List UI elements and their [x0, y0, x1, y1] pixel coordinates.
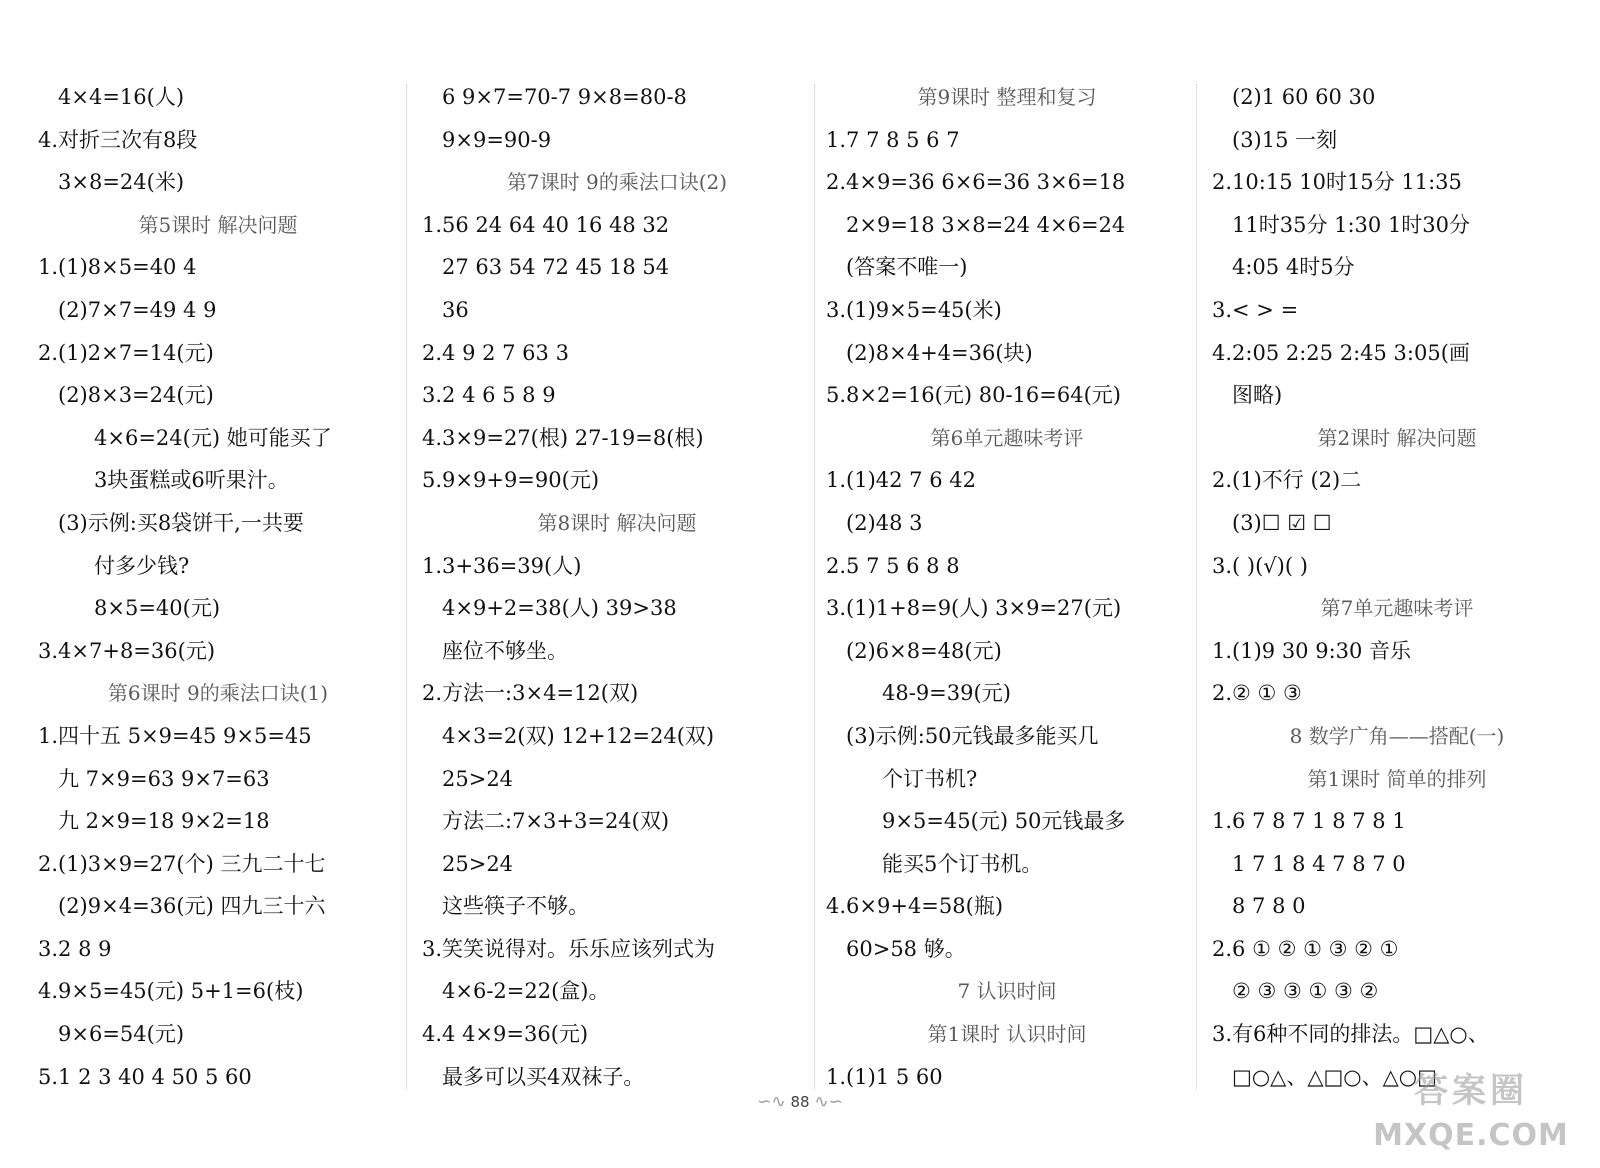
answer-line: 4.对折三次有8段 [38, 127, 198, 152]
answer-line: 付多少钱? [94, 553, 190, 578]
ornament-left-icon: ∽∿ [757, 1092, 786, 1112]
ornament-right-icon: ∿∽ [814, 1092, 843, 1112]
answer-line: 3.有6种不同的排法。□△○、 [1212, 1022, 1489, 1047]
answer-line: 4.6×9+4=58(瓶) [826, 894, 1004, 919]
answer-line: 1.(1)8×5=40 4 [38, 255, 197, 280]
answer-line: 60>58 够。 [846, 936, 966, 961]
answer-line: 9×9=90-9 [442, 127, 552, 152]
section-heading: 第6课时 9的乘法口诀(1) [107, 681, 329, 706]
section-heading: 第6单元趣味考评 [930, 425, 1084, 450]
section-heading: 7 认识时间 [957, 979, 1057, 1004]
answer-line: 2.4 9 2 7 63 3 [422, 340, 569, 365]
answer-line: 4.9×5=45(元) 5+1=6(枝) [38, 979, 304, 1004]
section-heading: 第1课时 认识时间 [927, 1022, 1087, 1047]
answer-line: 座位不够坐。 [442, 638, 568, 663]
answer-line: (2)1 60 60 30 [1232, 85, 1376, 109]
answer-line: 9×6=54(元) [58, 1022, 185, 1047]
answer-line: 6 9×7=70-7 9×8=80-8 [442, 85, 687, 109]
answer-line: 4×4=16(人) [58, 85, 185, 109]
section-heading: 8 数学广角——搭配(一) [1289, 723, 1505, 748]
answer-line: 2.方法一:3×4=12(双) [422, 681, 639, 706]
answer-line: 2.② ① ③ [1212, 681, 1302, 706]
answer-line: 3×8=24(米) [58, 170, 185, 195]
answer-column-3 [826, 76, 1188, 1098]
answer-line: 3.( )(√)( ) [1212, 553, 1308, 578]
answer-line: 3.4×7+8=36(元) [38, 638, 216, 663]
answer-line: 2.(1)3×9=27(个) 三九二十七 [38, 851, 326, 876]
answer-line: 1.(1)42 7 6 42 [826, 468, 976, 493]
answer-line: 2.4×9=36 6×6=36 3×6=18 [826, 170, 1126, 195]
answer-line: 1.7 7 8 5 6 7 [826, 127, 960, 152]
section-heading: 第7课时 9的乘法口诀(2) [506, 170, 728, 195]
answer-line: 3.< > = [1212, 297, 1299, 322]
answer-line: 2×9=18 3×8=24 4×6=24 [846, 212, 1126, 237]
answer-line: (2)48 3 [846, 510, 923, 535]
answer-line: 5.1 2 3 40 4 50 5 60 [38, 1064, 252, 1089]
watermark-logo-text: 答案圈 [1414, 1071, 1528, 1111]
answer-line: (答案不唯一) [846, 255, 968, 280]
answer-line: 2.(1)2×7=14(元) [38, 340, 214, 365]
page-footer [700, 1092, 900, 1112]
answer-line: (3)15 一刻 [1232, 127, 1338, 152]
answer-line: 4.3×9=27(根) 27-19=8(根) [422, 425, 704, 450]
answer-line: 25>24 [442, 766, 514, 791]
answer-line: 2.5 7 5 6 8 8 [826, 553, 960, 578]
answer-line: (2)6×8=48(元) [846, 638, 1002, 663]
answer-line: 2.6 ① ② ① ③ ② ① [1212, 936, 1399, 961]
answer-line: 3.2 8 9 [38, 936, 112, 961]
column-divider [1196, 84, 1197, 1090]
answer-line: (2)8×4+4=36(块) [846, 340, 1033, 365]
column-divider [406, 84, 407, 1090]
answer-line: 5.9×9+9=90(元) [422, 468, 600, 493]
section-heading: 第9课时 整理和复习 [917, 85, 1097, 109]
page-number: 88 [790, 1093, 810, 1111]
answer-line: 9×5=45(元) 50元钱最多 [882, 809, 1126, 834]
answer-line: 能买5个订书机。 [882, 851, 1043, 876]
section-heading: 第5课时 解决问题 [138, 212, 298, 237]
answer-line: 4:05 4时5分 [1232, 255, 1355, 280]
section-heading: 第2课时 解决问题 [1317, 425, 1477, 450]
answer-line: 最多可以买4双袜子。 [442, 1064, 645, 1089]
answer-line: 3.(1)9×5=45(米) [826, 297, 1002, 322]
answer-line: ② ③ ③ ① ③ ② [1232, 979, 1379, 1004]
answer-line: 1.3+36=39(人) [422, 553, 582, 578]
section-heading: 第7单元趣味考评 [1320, 596, 1474, 621]
answer-line: 2.10:15 10时15分 11:35 [1212, 170, 1462, 195]
answer-line: 8×5=40(元) [94, 596, 221, 621]
watermark-logo [1356, 1066, 1586, 1162]
answer-column-2 [422, 76, 812, 1098]
answer-line: 4×9+2=38(人) 39>38 [442, 596, 677, 621]
answer-line: 3.(1)1+8=9(人) 3×9=27(元) [826, 596, 1122, 621]
answer-line: 4×6=24(元) 她可能买了 [94, 425, 332, 450]
section-heading: 第1课时 简单的排列 [1307, 766, 1487, 791]
answer-column-4 [1212, 76, 1582, 1098]
answer-line: 11时35分 1:30 1时30分 [1232, 212, 1471, 237]
answer-line: 48-9=39(元) [882, 681, 1011, 706]
answer-line: 4.2:05 2:25 2:45 3:05(画 [1212, 340, 1470, 365]
answer-line: 4×3=2(双) 12+12=24(双) [442, 723, 715, 748]
column-divider [814, 84, 815, 1090]
answer-line: 方法二:7×3+3=24(双) [442, 809, 670, 834]
answer-line: 1 7 1 8 4 7 8 7 0 [1232, 851, 1406, 876]
answer-line: 1.(1)1 5 60 [826, 1064, 943, 1089]
answer-line: (3)示例:买8袋饼干,一共要 [58, 510, 304, 535]
answer-line: 27 63 54 72 45 18 54 [442, 255, 670, 280]
answer-line: 3.2 4 6 5 8 9 [422, 383, 556, 408]
answer-line: (3)☐ ☑ ☐ [1232, 510, 1332, 535]
answer-line: 3.笑笑说得对。乐乐应该列式为 [422, 936, 716, 961]
answer-line: (3)示例:50元钱最多能买几 [846, 723, 1099, 748]
answer-line: 2.(1)不行 (2)二 [1212, 468, 1362, 493]
answer-line: 九 7×9=63 9×7=63 [58, 766, 270, 791]
answer-line: 5.8×2=16(元) 80-16=64(元) [826, 383, 1121, 408]
answer-line: 36 [442, 297, 469, 322]
answer-line: 这些筷子不够。 [442, 894, 589, 919]
answer-line: 1.6 7 8 7 1 8 7 8 1 [1212, 809, 1406, 834]
answer-line: □○△、△□○、△○□ [1232, 1064, 1437, 1089]
answer-line: (2)7×7=49 4 9 [58, 297, 217, 322]
section-heading: 第8课时 解决问题 [537, 510, 697, 535]
answer-line: 4.4 4×9=36(元) [422, 1022, 589, 1047]
answer-line: (2)8×3=24(元) [58, 383, 214, 408]
watermark-url: MXQE.COM [1373, 1118, 1569, 1153]
answer-line: 4×6-2=22(盒)。 [442, 979, 610, 1004]
answer-column-1 [38, 76, 398, 1098]
answer-line: 8 7 8 0 [1232, 894, 1306, 919]
answer-line: 图略) [1232, 383, 1283, 408]
answer-line: 1.(1)9 30 9:30 音乐 [1212, 638, 1412, 663]
answer-line: 九 2×9=18 9×2=18 [58, 809, 270, 834]
answer-line: 1.四十五 5×9=45 9×5=45 [38, 723, 312, 748]
answer-line: 3块蛋糕或6听果汁。 [94, 468, 289, 493]
answer-line: 1.56 24 64 40 16 48 32 [422, 212, 670, 237]
answer-line: 个订书机? [882, 766, 978, 791]
answer-line: (2)9×4=36(元) 四九三十六 [58, 894, 326, 919]
answer-line: 25>24 [442, 851, 514, 876]
